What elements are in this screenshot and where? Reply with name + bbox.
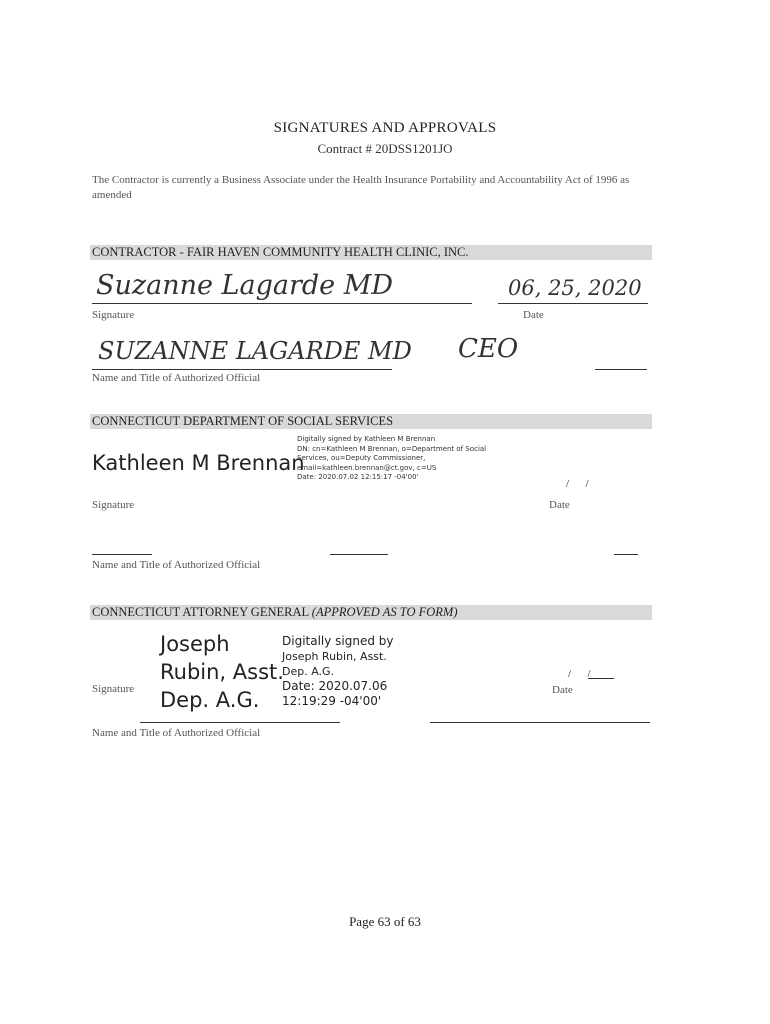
date-line (430, 722, 650, 723)
page-number: Page 63 of 63 (349, 914, 421, 929)
digital-line: Digitally signed by Kathleen M Brennan (297, 435, 436, 443)
date-label: Date (552, 684, 573, 696)
contractor-date: 06, 25, 2020 (508, 276, 642, 300)
ag-heading (90, 605, 652, 620)
signer-line: Joseph (160, 632, 230, 656)
signature-label: Signature (92, 683, 135, 695)
contract-number: Contract # 20DSS1201JO (317, 141, 453, 156)
name-label: Name and Title of Authorized Official (92, 559, 261, 571)
dss-digital-signature (297, 435, 486, 483)
digital-line: Date: 2020.07.06 (282, 679, 388, 693)
digital-line: 12:19:29 -04'00' (282, 694, 382, 708)
contractor-title: CEO (458, 334, 519, 364)
signature-line (92, 303, 472, 304)
dss-heading: CONNECTICUT DEPARTMENT OF SOCIAL SERVICES (90, 414, 652, 429)
name-line (92, 369, 392, 370)
date-year-line (588, 678, 614, 679)
name-label: Name and Title of Authorized Official (92, 727, 261, 739)
intro-paragraph: The Contractor is currently a Business Associate under the Health Insurance Portability and Accountability Act of 1996 as amended (92, 174, 630, 201)
date-label: Date (523, 309, 544, 321)
date-line (498, 303, 648, 304)
signature-label: Signature (92, 499, 135, 511)
digital-line: Joseph Rubin, Asst. (282, 650, 387, 663)
contractor-heading: CONTRACTOR - FAIR HAVEN COMMUNITY HEALTH CLINIC, INC. (90, 245, 652, 260)
ag-date-slashes: / / (568, 668, 591, 680)
date-label: Date (549, 499, 570, 511)
name-line (140, 722, 340, 723)
ag-signer (160, 630, 284, 714)
ag-digital-signature (282, 634, 394, 709)
digital-line: Dep. A.G. (282, 665, 335, 678)
dss-signer: Kathleen M Brennan (92, 451, 305, 475)
date-line (614, 554, 638, 555)
digital-line: email=kathleen.brennan@ct.gov, c=US (297, 463, 437, 472)
digital-line: Digitally signed by (282, 634, 394, 648)
contractor-name: SUZANNE LAGARDE MD (98, 337, 412, 365)
title-line (330, 554, 388, 555)
ag-heading-text: CONNECTICUT ATTORNEY GENERAL (92, 605, 309, 619)
name-label: Name and Title of Authorized Official (92, 372, 261, 384)
digital-line: DN: cn=Kathleen M Brennan, o=Department of Social (297, 444, 487, 453)
digital-line: Services, ou=Deputy Commissioner, (297, 454, 426, 462)
signature-label: Signature (92, 309, 135, 321)
signer-line: Rubin, Asst. (160, 660, 284, 684)
date-blank-line (595, 369, 647, 370)
dss-date-slashes: / / (566, 478, 589, 490)
contractor-signature: Suzanne Lagarde MD (96, 270, 393, 301)
name-line (92, 554, 152, 555)
ag-heading-italic: (APPROVED AS TO FORM) (311, 605, 458, 619)
digital-line: Date: 2020.07.02 12:15:17 -04'00' (297, 473, 419, 481)
signer-line: Dep. A.G. (160, 688, 260, 712)
page-title: SIGNATURES AND APPROVALS (273, 120, 497, 136)
